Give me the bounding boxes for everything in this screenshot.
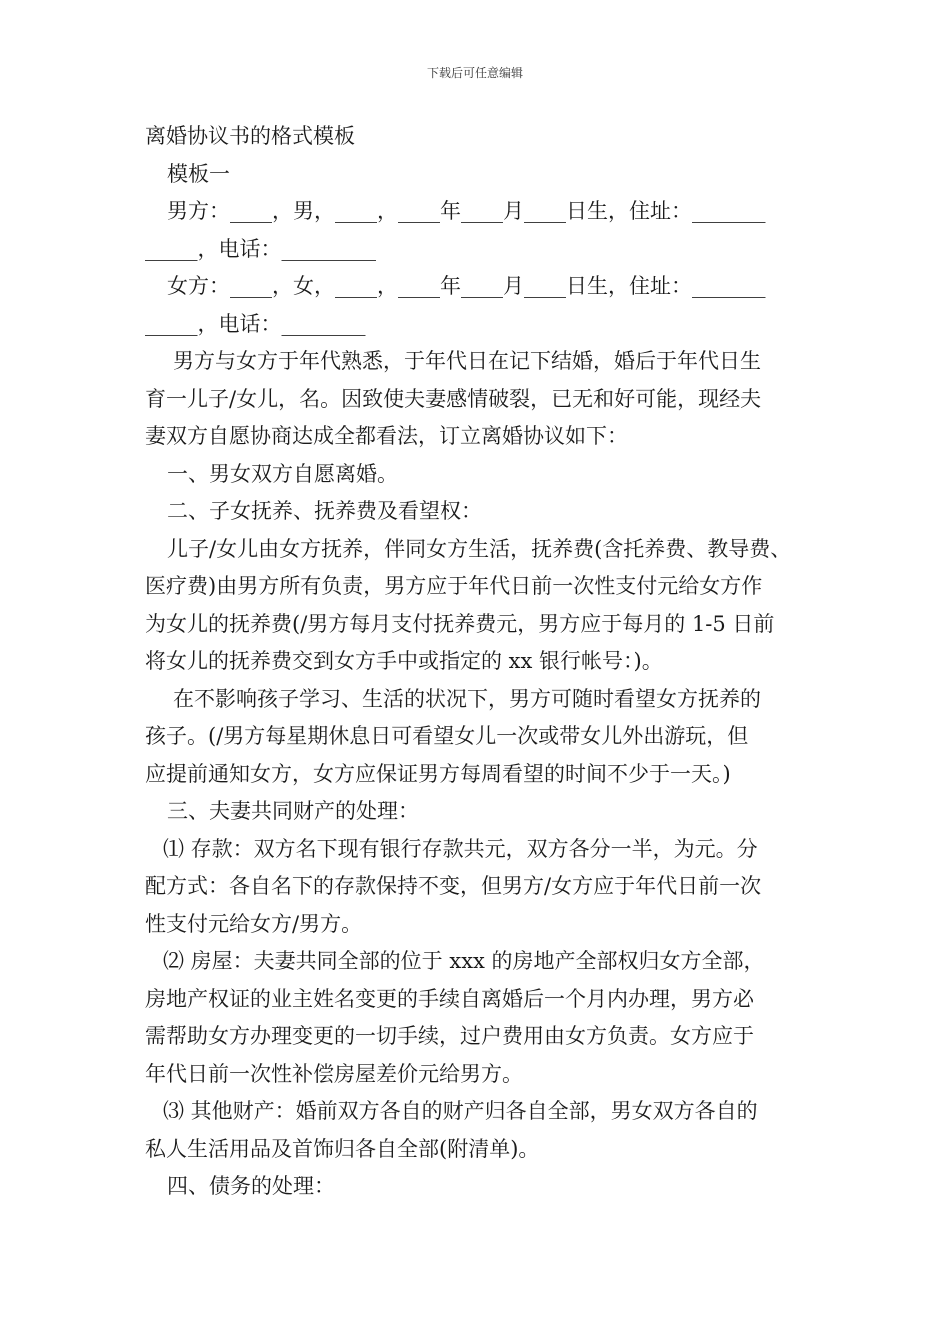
- text-line: 配方式：各自名下的存款保持不变，但男方/女方应于年代日前一次: [145, 874, 762, 898]
- text-line: 一、男女双方自愿离婚。: [167, 461, 398, 486]
- text-line: 需帮助女方办理变更的一切手续，过户费用由女方负责。女方应于: [145, 1024, 754, 1048]
- text-line: 四、债务的处理：: [167, 1174, 335, 1198]
- text-line: 将女儿的抚养费交到女方手中或指定的 xx 银行帐号：)。: [145, 649, 663, 673]
- text-line: 妻双方自愿协商达成全都看法，订立离婚协议如下：: [145, 424, 628, 448]
- text-line: 男方：____，男，____，____年____月____日生，住址：_______: [167, 199, 766, 223]
- text-line: ⑵ 房屋：夫妻共同全部的位于 xxx 的房地产全部权归女方全部，: [163, 949, 765, 973]
- document-lines: [145, 156, 815, 1206]
- text-line: _____，电话：________: [145, 311, 366, 336]
- text-line: 为女儿的抚养费(/男方每月支付抚养费元，男方应于每月的 1-5 日前: [145, 611, 775, 636]
- text-line: 模板一: [167, 161, 230, 186]
- text-line: 二、子女抚养、抚养费及看望权：: [167, 499, 482, 523]
- document-body: [145, 118, 815, 1206]
- text-line: ⑴ 存款：双方名下现有银行存款共元，双方各分一半，为元。分: [163, 836, 758, 861]
- document-title: 离婚协议书的格式模板: [145, 124, 355, 148]
- text-line: 在不影响孩子学习、生活的状况下，男方可随时看望女方抚养的: [173, 686, 761, 711]
- page-header-note: 下载后可任意编辑: [426, 66, 523, 80]
- text-line: 女方：____，女，____，____年____月____日生，住址：_______: [167, 274, 766, 298]
- text-line: 孩子。(/男方每星期休息日可看望女儿一次或带女儿外出游玩，但: [145, 724, 749, 748]
- text-line: 儿子/女儿由女方抚养，伴同女方生活，抚养费(含托养费、教导费、: [167, 536, 792, 561]
- text-line: 性支付元给女方/男方。: [145, 911, 363, 936]
- text-line: _____，电话：_________: [145, 236, 376, 261]
- text-line: 应提前通知女方，女方应保证男方每周看望的时间不少于一天。): [145, 761, 731, 786]
- text-line: 年代日前一次性补偿房屋差价元给男方。: [145, 1061, 523, 1086]
- text-line: ⑶ 其他财产：婚前双方各自的财产归各自全部，男女双方各自的: [163, 1099, 758, 1123]
- text-line: 医疗费)由男方所有负责，男方应于年代日前一次性支付元给女方作: [145, 574, 763, 598]
- text-line: 男方与女方于年代熟悉，于年代日在记下结婚，婚后于年代日生: [173, 349, 761, 373]
- text-line: 三、夫妻共同财产的处理：: [167, 799, 419, 823]
- text-line: 私人生活用品及首饰归各自全部(附清单)。: [145, 1136, 540, 1161]
- text-line: 育一儿子/女儿，名。因致使夫妻感情破裂，已无和好可能，现经夫: [145, 386, 762, 411]
- text-line: 房地产权证的业主姓名变更的手续自离婚后一个月内办理，男方必: [145, 986, 754, 1011]
